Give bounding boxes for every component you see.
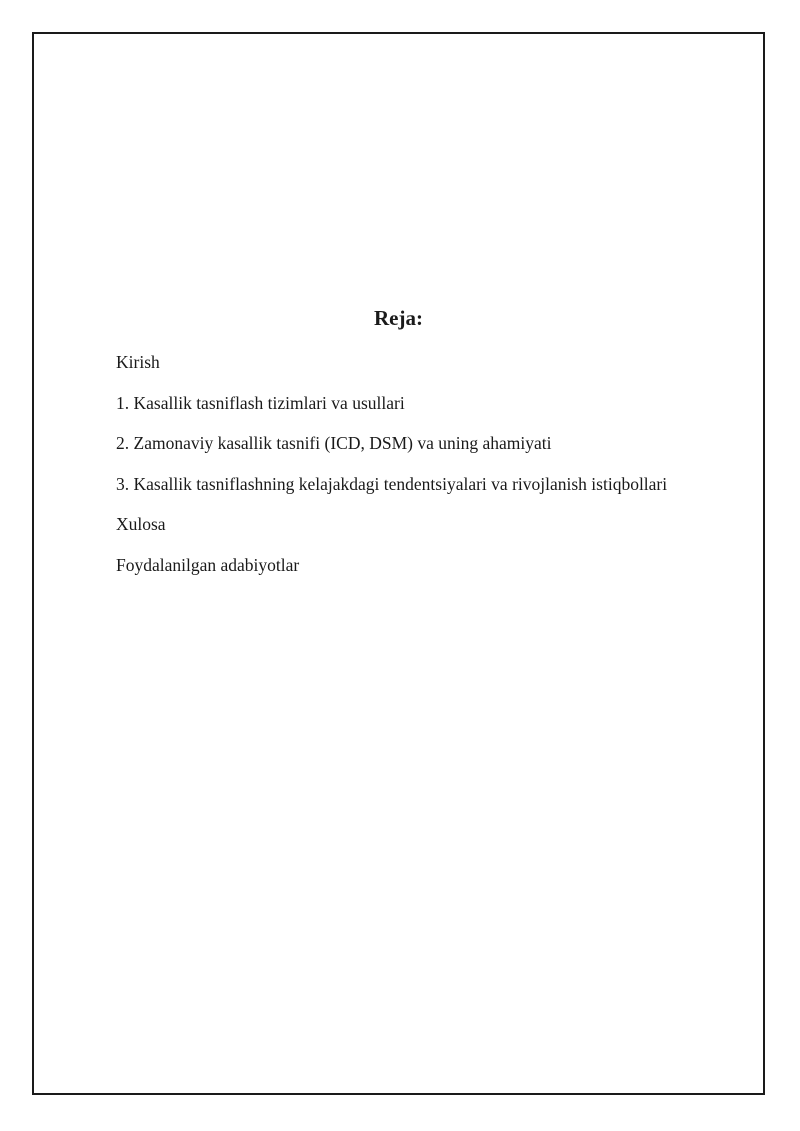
toc-item-section-2: 2. Zamonaviy kasallik tasnifi (ICD, DSM) va uning ahamiyati <box>116 433 552 453</box>
toc-item-references: Foydalanilgan adabiyotlar <box>116 554 300 575</box>
page-border <box>32 32 765 1095</box>
toc-item-introduction: Kirish <box>116 352 160 372</box>
page-title: Reja: <box>374 306 423 330</box>
toc-item-section-1: 1. Kasallik tasniflash tizimlari va usullari <box>116 392 405 413</box>
toc-item-conclusion: Xulosa <box>116 514 166 534</box>
table-of-contents <box>116 352 667 595</box>
toc-item-section-3: 3. Kasallik tasniflashning kelajakdagi tendentsiyalari va rivojlanish istiqbollari <box>116 473 668 494</box>
